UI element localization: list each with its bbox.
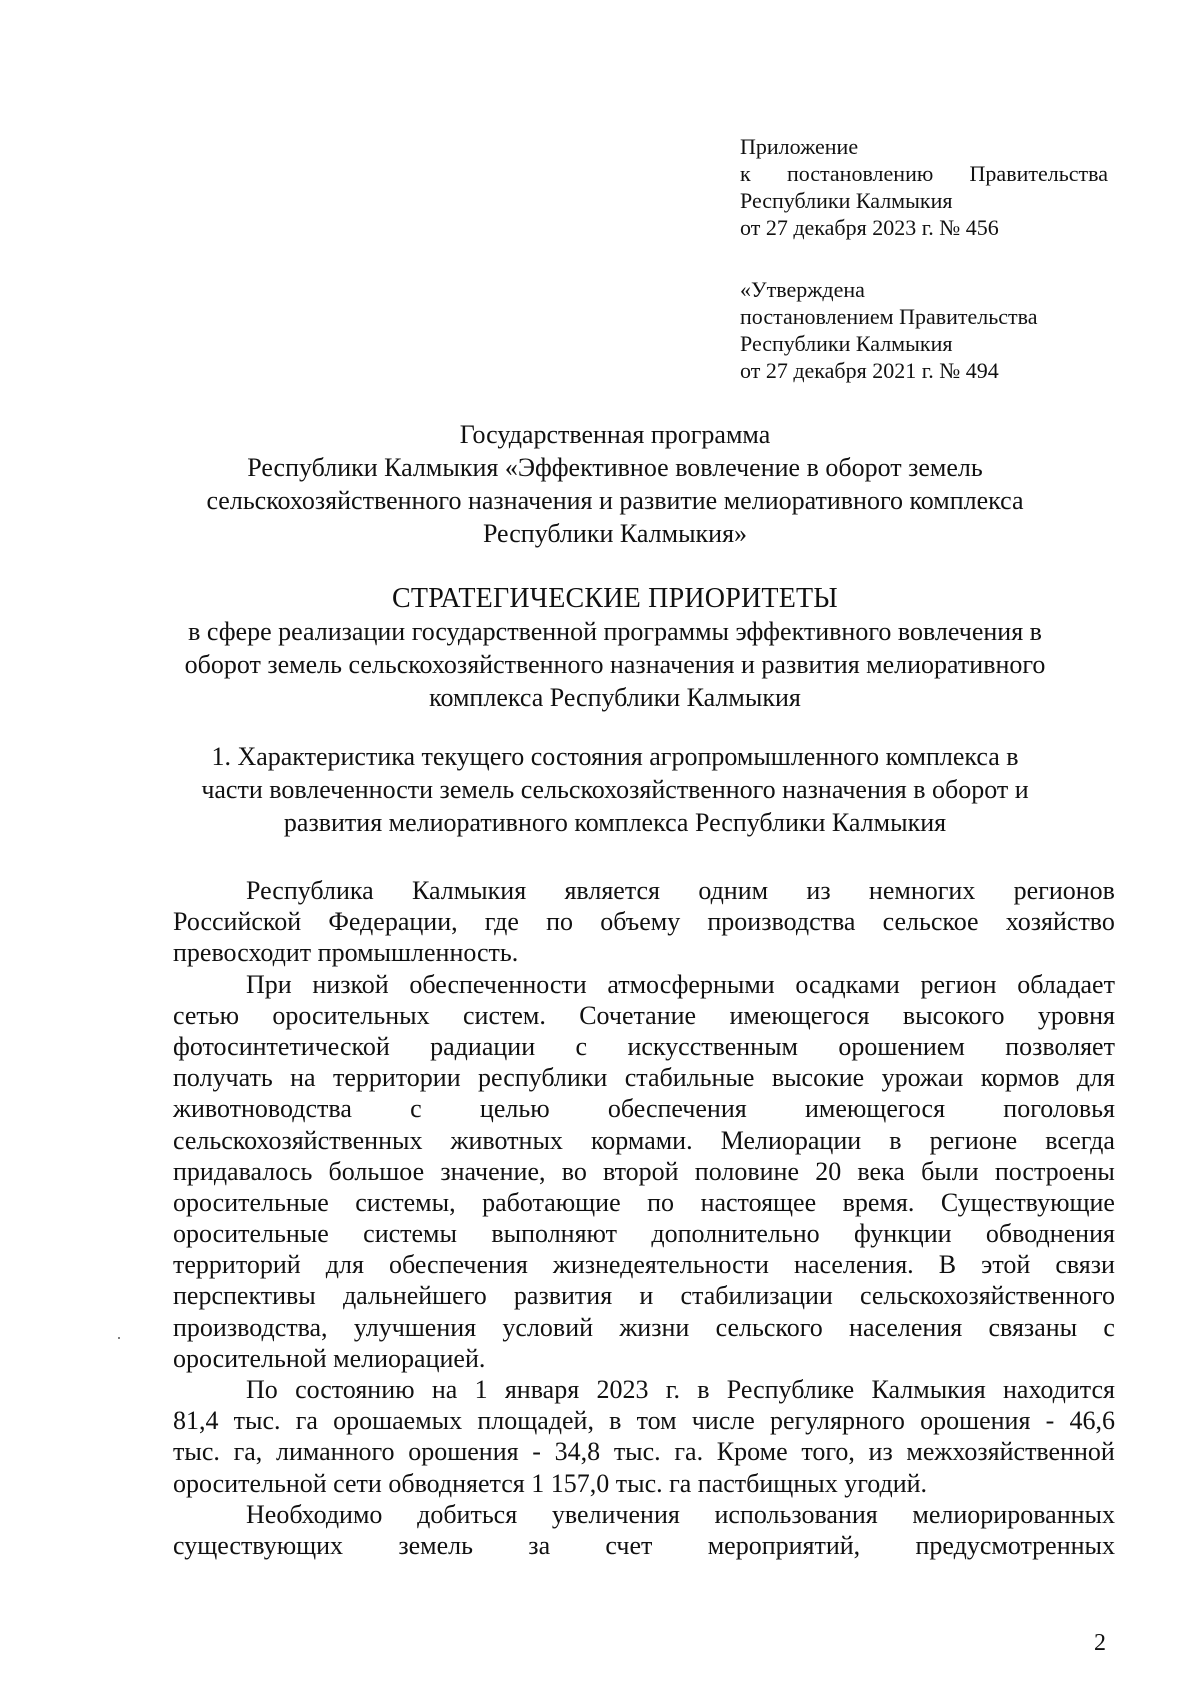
strategic-heading-title: СТРАТЕГИЧЕСКИЕ ПРИОРИТЕТЫ bbox=[392, 583, 838, 614]
body-word: территорий bbox=[173, 1250, 301, 1280]
body-word: республики bbox=[478, 1063, 608, 1093]
body-word: регионе bbox=[929, 1125, 1018, 1155]
body-word: в bbox=[889, 1125, 902, 1155]
body-line bbox=[173, 1374, 1115, 1405]
body-word: сельскохозяйственных bbox=[173, 1125, 423, 1155]
body-word: оросительных bbox=[272, 1000, 430, 1030]
body-word: обеспеченности bbox=[409, 969, 587, 999]
body-word: сельского bbox=[715, 1312, 823, 1342]
body-line bbox=[173, 1436, 1115, 1467]
body-word: века bbox=[857, 1156, 905, 1186]
body-word: целью bbox=[479, 1094, 550, 1124]
body-word: обводнения bbox=[985, 1219, 1115, 1249]
appendix-line: от 27 декабря 2023 г. № 456 bbox=[740, 215, 999, 240]
body-word: га. bbox=[674, 1437, 704, 1467]
body-word: мелиорированных bbox=[912, 1499, 1115, 1529]
body-word: оросительные bbox=[173, 1187, 329, 1217]
body-word: значение, bbox=[440, 1156, 546, 1186]
body-word: 46,6 bbox=[1069, 1406, 1115, 1436]
program-title-line: Республики Калмыкия «Эффективное вовлечение в оборот земель bbox=[247, 453, 983, 482]
body-word: имеющегося bbox=[804, 1094, 946, 1124]
body-word: площадей, bbox=[477, 1406, 594, 1436]
body-word: числе bbox=[691, 1406, 755, 1436]
body-word: межхозяйственной bbox=[906, 1437, 1115, 1467]
body-word: жизнедеятельности bbox=[552, 1250, 769, 1280]
body-word: Мелиорации bbox=[720, 1125, 862, 1155]
program-title-line: сельскохозяйственного назначения и развитие мелиоративного комплекса bbox=[206, 486, 1024, 515]
body-word: регулярного bbox=[769, 1406, 905, 1436]
body-word: стабилизации bbox=[680, 1281, 833, 1311]
body-word: имеющегося bbox=[729, 1000, 870, 1030]
body-word: производства, bbox=[173, 1312, 328, 1342]
body-word: были bbox=[921, 1156, 979, 1186]
body-word: из bbox=[868, 1437, 893, 1467]
body-line bbox=[173, 1249, 1115, 1280]
section-heading-line: части вовлеченности земель сельскохозяйственного назначения в оборот и bbox=[201, 775, 1029, 804]
body-word: сельскохозяйственного bbox=[860, 1281, 1115, 1311]
body-word: построены bbox=[994, 1156, 1115, 1186]
body-word: мероприятий, bbox=[707, 1530, 861, 1560]
body-word: 1 bbox=[474, 1375, 488, 1404]
approval-line: «Утверждена bbox=[740, 277, 865, 302]
body-word: земель bbox=[398, 1530, 473, 1560]
body-word: увеличения bbox=[551, 1499, 680, 1529]
approval-line: Республики Калмыкия bbox=[740, 331, 953, 356]
body-word: улучшения bbox=[353, 1312, 477, 1342]
body-word: животноводства bbox=[173, 1094, 352, 1124]
body-word: большое bbox=[328, 1156, 425, 1186]
body-word: Кроме bbox=[716, 1437, 788, 1467]
body-word: орошения bbox=[408, 1437, 519, 1467]
body-word: в bbox=[609, 1406, 622, 1436]
body-word: второй bbox=[603, 1156, 679, 1186]
body-word: и bbox=[639, 1281, 654, 1311]
body-word: животных bbox=[450, 1125, 563, 1155]
body-line bbox=[173, 1280, 1115, 1311]
body-word: где bbox=[484, 907, 519, 937]
body-word: тыс. bbox=[173, 1437, 220, 1467]
body-word: Республика bbox=[246, 876, 374, 905]
body-line bbox=[173, 1187, 1115, 1218]
body-word: орошением bbox=[838, 1031, 965, 1061]
body-word: связаны bbox=[988, 1312, 1078, 1342]
body-word: радиации bbox=[430, 1031, 536, 1061]
body-paragraph bbox=[173, 1374, 1115, 1499]
body-line bbox=[173, 1062, 1115, 1093]
program-title-line: Республики Калмыкия» bbox=[482, 519, 748, 548]
scan-dot bbox=[118, 1337, 120, 1339]
body-word: с bbox=[575, 1031, 588, 1061]
body-line bbox=[173, 1312, 1115, 1343]
body-word: - bbox=[532, 1437, 541, 1467]
body-word: 34,8 bbox=[554, 1437, 601, 1467]
body-word: в bbox=[697, 1375, 710, 1404]
body-word: выполняют bbox=[491, 1219, 617, 1249]
body-word: обладает bbox=[1017, 969, 1115, 999]
body-word: атмосферными bbox=[607, 969, 775, 999]
body-word: искусственным bbox=[627, 1031, 799, 1061]
body-word: 20 bbox=[815, 1156, 842, 1186]
strategic-priorities-heading bbox=[150, 582, 1080, 714]
body-line: превосходит промышленность. bbox=[173, 938, 519, 968]
body-word: работающие bbox=[482, 1187, 621, 1217]
appendix-line: Приложение bbox=[740, 134, 859, 159]
body-word: лиманного bbox=[275, 1437, 395, 1467]
body-word: добиться bbox=[417, 1499, 518, 1529]
body-word: сельское bbox=[882, 907, 979, 937]
body-word: находится bbox=[1002, 1375, 1115, 1404]
body-word: га bbox=[295, 1406, 318, 1436]
body-word: всегда bbox=[1045, 1125, 1115, 1155]
body-paragraph bbox=[173, 1499, 1115, 1561]
body-line: оросительной мелиорацией. bbox=[173, 1343, 486, 1373]
body-word: г. bbox=[665, 1375, 680, 1404]
section-heading-line: 1. Характеристика текущего состояния агропромышленного комплекса в bbox=[211, 742, 1019, 771]
body-word: оросительные bbox=[173, 1219, 329, 1249]
approval-line: постановлением Правительства bbox=[740, 304, 1038, 329]
body-word: том bbox=[636, 1406, 677, 1436]
body-word: с bbox=[1103, 1312, 1115, 1342]
body-word: существующих bbox=[173, 1530, 344, 1560]
body-word: системы, bbox=[355, 1187, 456, 1217]
body-word: обеспечения bbox=[388, 1250, 528, 1280]
body-word: этой bbox=[981, 1250, 1031, 1280]
body-word: условий bbox=[502, 1312, 594, 1342]
body-word: обеспечения bbox=[607, 1094, 747, 1124]
body-word: - bbox=[1045, 1406, 1055, 1436]
body-line bbox=[173, 1530, 1115, 1561]
appendix-block bbox=[740, 133, 1160, 241]
strategic-heading-line: комплекса Республики Калмыкия bbox=[429, 683, 801, 712]
body-word: населения bbox=[849, 1312, 963, 1342]
body-word: для bbox=[1076, 1063, 1115, 1093]
body-word: населения. bbox=[794, 1250, 914, 1280]
appendix-line bbox=[740, 160, 1108, 187]
body-word: перспективы bbox=[173, 1281, 316, 1311]
body-word: урожаи bbox=[881, 1063, 964, 1093]
body-word: Калмыкия bbox=[411, 876, 527, 905]
body-line bbox=[173, 1031, 1115, 1062]
body-line bbox=[173, 1156, 1115, 1187]
body-word: предусмотренных bbox=[915, 1530, 1115, 1560]
body-word: хозяйство bbox=[1005, 907, 1115, 937]
approval-block bbox=[740, 276, 1160, 384]
body-word: придавалось bbox=[173, 1156, 313, 1186]
body-word: на bbox=[290, 1063, 316, 1093]
body-word: использования bbox=[714, 1499, 878, 1529]
body-word: во bbox=[561, 1156, 587, 1186]
body-word: кормами. bbox=[591, 1125, 693, 1155]
body-word: января bbox=[504, 1375, 580, 1404]
body-word: жизни bbox=[619, 1312, 690, 1342]
body-word: поголовья bbox=[1003, 1094, 1115, 1124]
body-word: Калмыкия bbox=[871, 1375, 986, 1404]
body-word: низкой bbox=[312, 969, 389, 999]
body-text bbox=[173, 875, 1115, 1561]
body-word: стабильные bbox=[624, 1063, 755, 1093]
body-line bbox=[173, 1093, 1115, 1124]
body-word: Федерации, bbox=[328, 907, 458, 937]
body-word: по bbox=[647, 1187, 675, 1217]
body-word: дальнейшего bbox=[342, 1281, 487, 1311]
body-word: на bbox=[431, 1375, 458, 1404]
body-word: настоящее bbox=[700, 1187, 817, 1217]
body-word: фотосинтетической bbox=[173, 1031, 390, 1061]
body-word: для bbox=[325, 1250, 364, 1280]
body-word: сетью bbox=[173, 1000, 240, 1030]
body-word: тыс. bbox=[613, 1437, 661, 1467]
body-line bbox=[173, 1499, 1115, 1530]
body-word: счет bbox=[605, 1530, 653, 1560]
body-word: является bbox=[564, 876, 661, 905]
section-1-heading bbox=[150, 740, 1080, 839]
body-word: половине bbox=[694, 1156, 799, 1186]
body-word: связи bbox=[1055, 1250, 1115, 1280]
body-line bbox=[173, 1405, 1115, 1436]
body-word: высокого bbox=[902, 1000, 1005, 1030]
approval-line: от 27 декабря 2021 г. № 494 bbox=[740, 358, 999, 383]
body-word: дополнительно bbox=[651, 1219, 820, 1249]
body-word: регионов bbox=[1013, 876, 1115, 905]
body-word: позволяет bbox=[1005, 1031, 1115, 1061]
body-word: из bbox=[806, 876, 831, 905]
program-title bbox=[150, 418, 1080, 550]
appendix-line: Республики Калмыкия bbox=[740, 188, 953, 213]
body-line bbox=[173, 875, 1115, 906]
body-word: территории bbox=[332, 1063, 461, 1093]
body-paragraph bbox=[173, 875, 1115, 969]
appendix-word: к bbox=[740, 161, 751, 186]
body-word: Российской bbox=[173, 907, 302, 937]
program-title-line: Государственная программа bbox=[459, 420, 771, 449]
appendix-word: постановлению bbox=[786, 161, 934, 186]
body-line bbox=[173, 1218, 1115, 1249]
strategic-heading-line: в сфере реализации государственной программы эффективного вовлечения в bbox=[188, 617, 1042, 646]
page-number: 2 bbox=[1094, 1630, 1106, 1656]
body-line bbox=[173, 1000, 1115, 1031]
body-word: Существующие bbox=[940, 1187, 1115, 1217]
body-word: того, bbox=[801, 1437, 855, 1467]
body-word: тыс. bbox=[233, 1406, 281, 1436]
body-word: Республике bbox=[726, 1375, 855, 1404]
body-word: регион bbox=[920, 969, 997, 999]
body-word: систем. bbox=[462, 1000, 546, 1030]
body-word: по bbox=[546, 907, 574, 937]
body-word: В bbox=[938, 1250, 957, 1280]
strategic-heading-line: оборот земель сельскохозяйственного назначения и развития мелиоративного bbox=[184, 650, 1046, 679]
body-word: высокие bbox=[771, 1063, 865, 1093]
body-line bbox=[173, 969, 1115, 1000]
body-word: за bbox=[528, 1530, 551, 1560]
body-paragraph bbox=[173, 969, 1115, 1374]
body-word: орошения bbox=[920, 1406, 1031, 1436]
body-word: системы bbox=[363, 1219, 457, 1249]
body-word: 81,4 bbox=[173, 1406, 219, 1436]
body-line: оросительной сети обводняется 1 157,0 тыс. га пастбищных угодий. bbox=[173, 1468, 928, 1498]
body-word: кормов bbox=[980, 1063, 1060, 1093]
body-word: По bbox=[246, 1375, 278, 1404]
body-word: Необходимо bbox=[246, 1499, 383, 1529]
body-word: орошаемых bbox=[333, 1406, 463, 1436]
body-word: Сочетание bbox=[579, 1000, 697, 1030]
body-word: функции bbox=[854, 1219, 952, 1249]
body-word: осадками bbox=[795, 969, 900, 999]
body-word: га, bbox=[233, 1437, 263, 1467]
body-word: одним bbox=[698, 876, 769, 905]
body-line bbox=[173, 906, 1115, 937]
body-word: немногих bbox=[868, 876, 976, 905]
body-word: состоянию bbox=[295, 1375, 415, 1404]
section-heading-line: развития мелиоративного комплекса Республики Калмыкия bbox=[283, 808, 947, 837]
body-word: 2023 bbox=[596, 1375, 649, 1404]
body-word: развития bbox=[513, 1281, 613, 1311]
appendix-word: Правительства bbox=[969, 161, 1108, 186]
body-line bbox=[173, 1125, 1115, 1156]
body-word: производства bbox=[707, 907, 856, 937]
body-word: с bbox=[410, 1094, 422, 1124]
body-word: При bbox=[246, 969, 292, 999]
body-word: объему bbox=[600, 907, 681, 937]
body-word: уровня bbox=[1037, 1000, 1115, 1030]
body-word: получать bbox=[173, 1063, 273, 1093]
body-word: время. bbox=[842, 1187, 915, 1217]
